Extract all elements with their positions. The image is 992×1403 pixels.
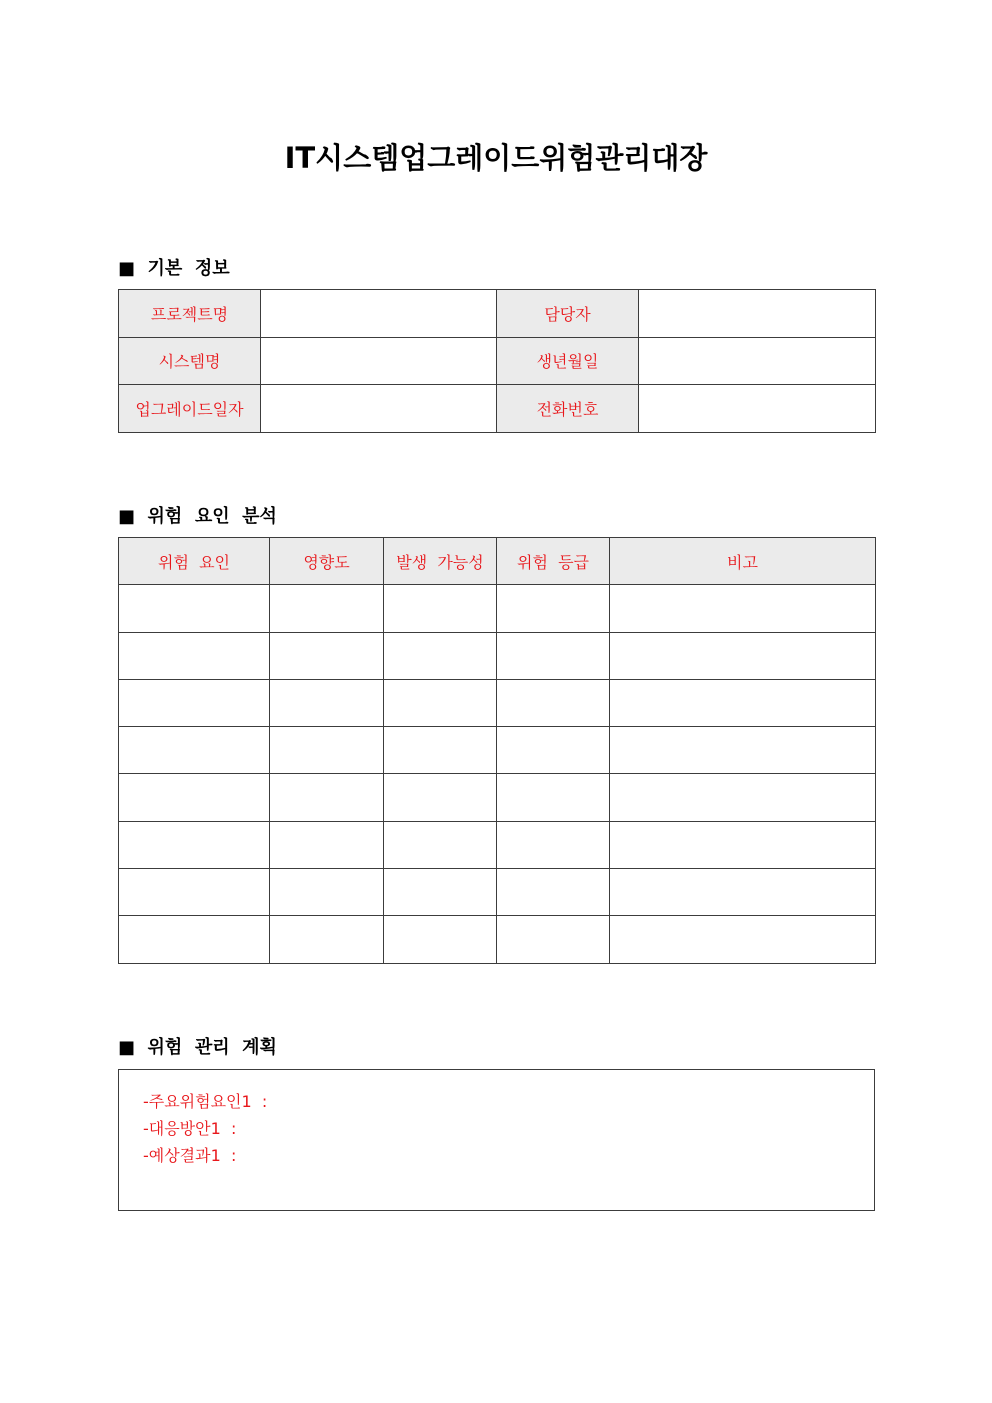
impact-cell[interactable]: [270, 632, 384, 679]
likelihood-cell[interactable]: [384, 632, 497, 679]
risk-factor-cell[interactable]: [119, 774, 270, 821]
risk-level-cell[interactable]: [497, 916, 610, 963]
label-upgrade-date: 업그레이드일자: [119, 385, 261, 433]
risk-level-cell[interactable]: [497, 774, 610, 821]
risk-plan-box[interactable]: [118, 1069, 875, 1211]
upgrade-date-field[interactable]: [261, 385, 497, 433]
remarks-cell[interactable]: [610, 916, 876, 963]
impact-cell[interactable]: [270, 679, 384, 726]
table-row: [119, 585, 876, 632]
risk-factor-cell[interactable]: [119, 727, 270, 774]
remarks-cell[interactable]: [610, 774, 876, 821]
document-title: IT시스템업그레이드위험관리대장: [284, 141, 708, 175]
impact-cell[interactable]: [270, 869, 384, 916]
remarks-cell[interactable]: [610, 869, 876, 916]
likelihood-cell[interactable]: [384, 727, 497, 774]
remarks-cell[interactable]: [610, 821, 876, 868]
table-row: [119, 290, 876, 338]
label-system-name: 시스템명: [119, 337, 261, 385]
risk-level-cell[interactable]: [497, 585, 610, 632]
risk-level-cell[interactable]: [497, 821, 610, 868]
label-birth-date: 생년월일: [497, 337, 639, 385]
header-likelihood: 발생 가능성: [384, 538, 497, 585]
remarks-cell[interactable]: [610, 727, 876, 774]
impact-cell[interactable]: [270, 916, 384, 963]
likelihood-cell[interactable]: [384, 821, 497, 868]
risk-analysis-table: [118, 537, 876, 964]
section-heading-basic-info: ■ 기본 정보: [118, 258, 230, 279]
risk-plan-lines: [143, 1088, 267, 1169]
likelihood-cell[interactable]: [384, 679, 497, 726]
likelihood-cell[interactable]: [384, 916, 497, 963]
manager-field[interactable]: [639, 290, 876, 338]
impact-cell[interactable]: [270, 821, 384, 868]
table-header-row: [119, 538, 876, 585]
table-row: [119, 869, 876, 916]
label-manager: 담당자: [497, 290, 639, 338]
risk-factor-cell[interactable]: [119, 821, 270, 868]
remarks-cell[interactable]: [610, 632, 876, 679]
impact-cell[interactable]: [270, 774, 384, 821]
header-risk-factor: 위험 요인: [119, 538, 270, 585]
risk-factor-cell[interactable]: [119, 585, 270, 632]
label-phone-number: 전화번호: [497, 385, 639, 433]
project-name-field[interactable]: [261, 290, 497, 338]
table-row: [119, 774, 876, 821]
table-row: [119, 385, 876, 433]
phone-number-field[interactable]: [639, 385, 876, 433]
risk-factor-cell[interactable]: [119, 679, 270, 726]
risk-factor-cell[interactable]: [119, 916, 270, 963]
risk-factor-cell[interactable]: [119, 869, 270, 916]
impact-cell[interactable]: [270, 727, 384, 774]
likelihood-cell[interactable]: [384, 774, 497, 821]
section-heading-risk-plan: ■ 위험 관리 계획: [118, 1037, 277, 1058]
header-risk-level: 위험 등급: [497, 538, 610, 585]
section-heading-risk-analysis: ■ 위험 요인 분석: [118, 506, 277, 527]
likelihood-cell[interactable]: [384, 585, 497, 632]
birth-date-field[interactable]: [639, 337, 876, 385]
plan-line-main-risk: -주요위험요인1 :: [143, 1092, 268, 1111]
risk-factor-cell[interactable]: [119, 632, 270, 679]
risk-level-cell[interactable]: [497, 679, 610, 726]
table-row: [119, 632, 876, 679]
table-row: [119, 916, 876, 963]
table-row: [119, 337, 876, 385]
remarks-cell[interactable]: [610, 585, 876, 632]
header-impact: 영향도: [270, 538, 384, 585]
basic-info-table: [118, 289, 876, 433]
impact-cell[interactable]: [270, 585, 384, 632]
label-project-name: 프로젝트명: [119, 290, 261, 338]
plan-line-expected-result: -예상결과1 :: [143, 1146, 237, 1165]
header-remarks: 비고: [610, 538, 876, 585]
table-row: [119, 727, 876, 774]
table-row: [119, 679, 876, 726]
risk-level-cell[interactable]: [497, 869, 610, 916]
risk-level-cell[interactable]: [497, 632, 610, 679]
risk-level-cell[interactable]: [497, 727, 610, 774]
likelihood-cell[interactable]: [384, 869, 497, 916]
plan-line-response: -대응방안1 :: [143, 1119, 237, 1138]
system-name-field[interactable]: [261, 337, 497, 385]
remarks-cell[interactable]: [610, 679, 876, 726]
table-row: [119, 821, 876, 868]
